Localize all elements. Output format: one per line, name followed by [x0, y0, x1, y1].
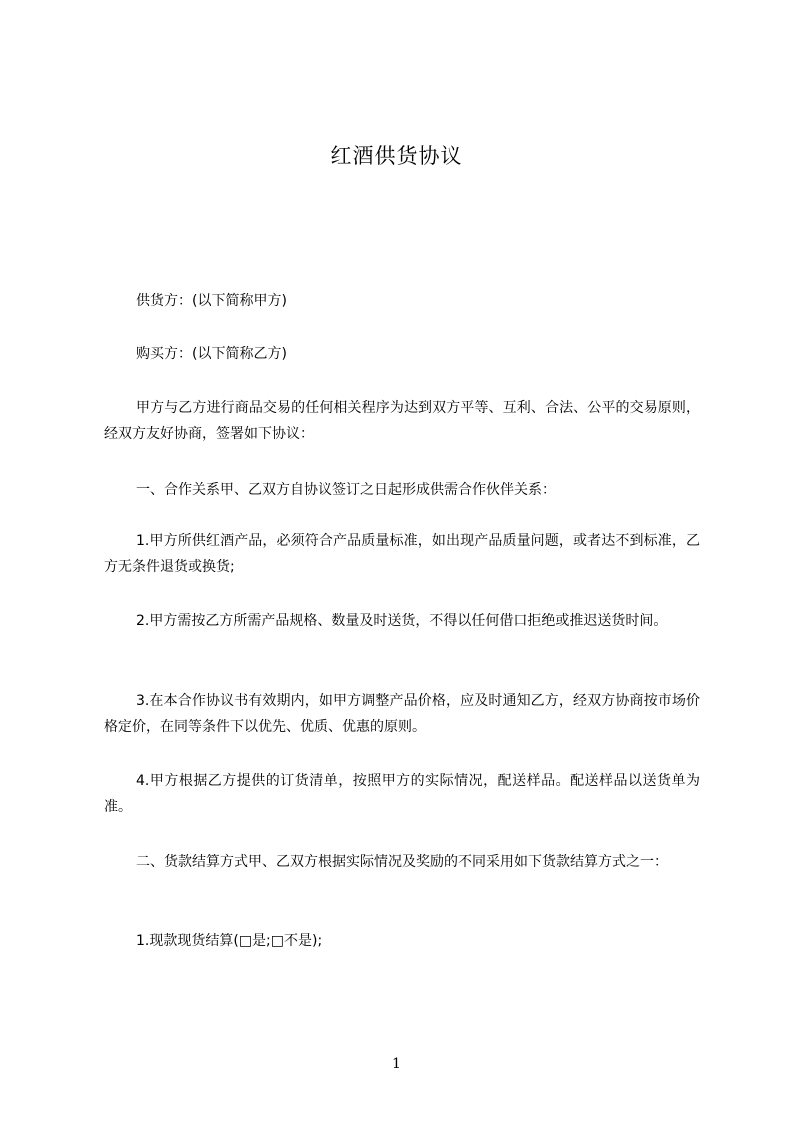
clause-2-1: 1.现款现货结算(□是;□不是);: [136, 933, 323, 949]
intro-paragraph: 甲方与乙方进行商品交易的任何相关程序为达到双方平等、互利、合法、公平的交易原则，经双方友好协商，签署如下协议：: [104, 400, 700, 442]
buyer-line: 购买方：(以下简称乙方): [136, 346, 287, 362]
clause-1-2: 2.甲方需按乙方所需产品规格、数量及时送货，不得以任何借口拒绝或推迟送货时间。: [136, 613, 668, 629]
section-2-heading: 二、货款结算方式甲、乙双方根据实际情况及奖励的不同采用如下货款结算方式之一：: [136, 854, 668, 870]
clause-1-1: 1.甲方所供红酒产品，必须符合产品质量标准，如出现产品质量问题，或者达不到标准，乙方无条件退货或换货;: [104, 533, 700, 575]
supplier-line: 供货方：(以下简称甲方): [136, 293, 287, 309]
clause-1-4: 4.甲方根据乙方提供的订货清单，按照甲方的实际情况，配送样品。配送样品以送货单为准。: [104, 773, 700, 815]
section-1-heading: 一、合作关系甲、乙双方自协议签订之日起形成供需合作伙伴关系：: [136, 482, 556, 498]
document-title: 红酒供货协议: [330, 144, 463, 168]
page-number: 1: [392, 1056, 401, 1072]
clause-1-3: 3.在本合作协议书有效期内，如甲方调整产品价格，应及时通知乙方，经双方协商按市场价格定价，在同等条件下以优先、优质、优惠的原则。: [104, 693, 700, 735]
